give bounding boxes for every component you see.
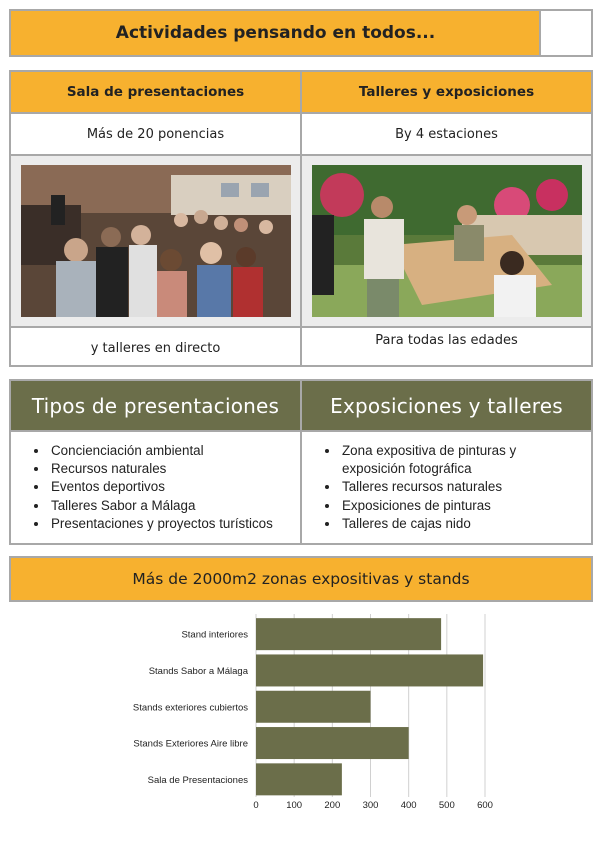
photo-cell-presentations (11, 156, 302, 328)
list-item: • Talleres Sabor a Málaga (49, 497, 292, 515)
types-table (9, 379, 593, 545)
category-label: Stands exteriores cubiertos (132, 702, 248, 714)
page-title: Actividades pensando en todos... (9, 9, 540, 57)
category-label: Sala de Presentaciones (147, 774, 248, 786)
heading-exposiciones-talleres: Exposiciones y talleres (302, 381, 591, 432)
list-item: • Recursos naturales (49, 460, 292, 478)
list-item: • Eventos deportivos (49, 478, 292, 496)
chart-x-ticks (253, 800, 493, 811)
category-label: Stands Sabor a Málaga (148, 665, 248, 677)
list-item: • Talleres recursos naturales (340, 478, 581, 496)
list-item: • Zona expositiva de pinturas y exposición fotográfica (340, 442, 581, 478)
heading-sala-presentaciones: Sala de presentaciones (11, 72, 302, 114)
presentation-types-list (31, 442, 292, 533)
exhibition-types-cell (302, 432, 591, 543)
chart-bars (256, 618, 483, 795)
chart-bar (256, 727, 409, 759)
list-item: • Talleres de cajas nido (340, 515, 581, 533)
category-label: Stand interiores (181, 629, 248, 641)
heading-tipos-presentaciones: Tipos de presentaciones (11, 381, 302, 432)
conference-audience-photo (21, 165, 291, 317)
x-tick-label: 400 (400, 800, 417, 811)
list-item: • Concienciación ambiental (49, 442, 292, 460)
title-side-box (539, 9, 593, 57)
list-item: • Presentaciones y proyectos turísticos (49, 515, 292, 533)
presentation-types-cell (11, 432, 302, 543)
activities-table (9, 70, 593, 367)
chart-bar (256, 618, 441, 650)
x-tick-label: 300 (362, 800, 379, 811)
x-tick-label: 0 (253, 800, 259, 811)
stands-heading: Más de 2000m2 zonas expositivas y stands (9, 556, 593, 602)
chart-bar (256, 654, 483, 686)
subtitle-estaciones: By 4 estaciones (302, 114, 591, 156)
photo-cell-workshops (302, 156, 591, 328)
subtitle-ponencias: Más de 20 ponencias (11, 114, 302, 156)
x-tick-label: 200 (324, 800, 341, 811)
chart-category-labels (133, 630, 249, 786)
caption-todas-edades: Para todas las edades (375, 333, 518, 348)
category-label: Stands Exteriores Aire libre (133, 738, 248, 750)
chart-bar (256, 763, 342, 795)
exhibition-types-list (322, 442, 581, 533)
stands-bar-chart (0, 606, 613, 816)
x-tick-label: 100 (286, 800, 303, 811)
heading-talleres-exposiciones: Talleres y exposiciones (302, 72, 591, 114)
caption-talleres-directo: y talleres en directo (11, 328, 302, 365)
chart-bar (256, 691, 371, 723)
list-item: • Exposiciones de pinturas (340, 497, 581, 515)
x-tick-label: 600 (477, 800, 493, 811)
workshop-garden-photo (312, 165, 582, 317)
x-tick-label: 500 (438, 800, 455, 811)
